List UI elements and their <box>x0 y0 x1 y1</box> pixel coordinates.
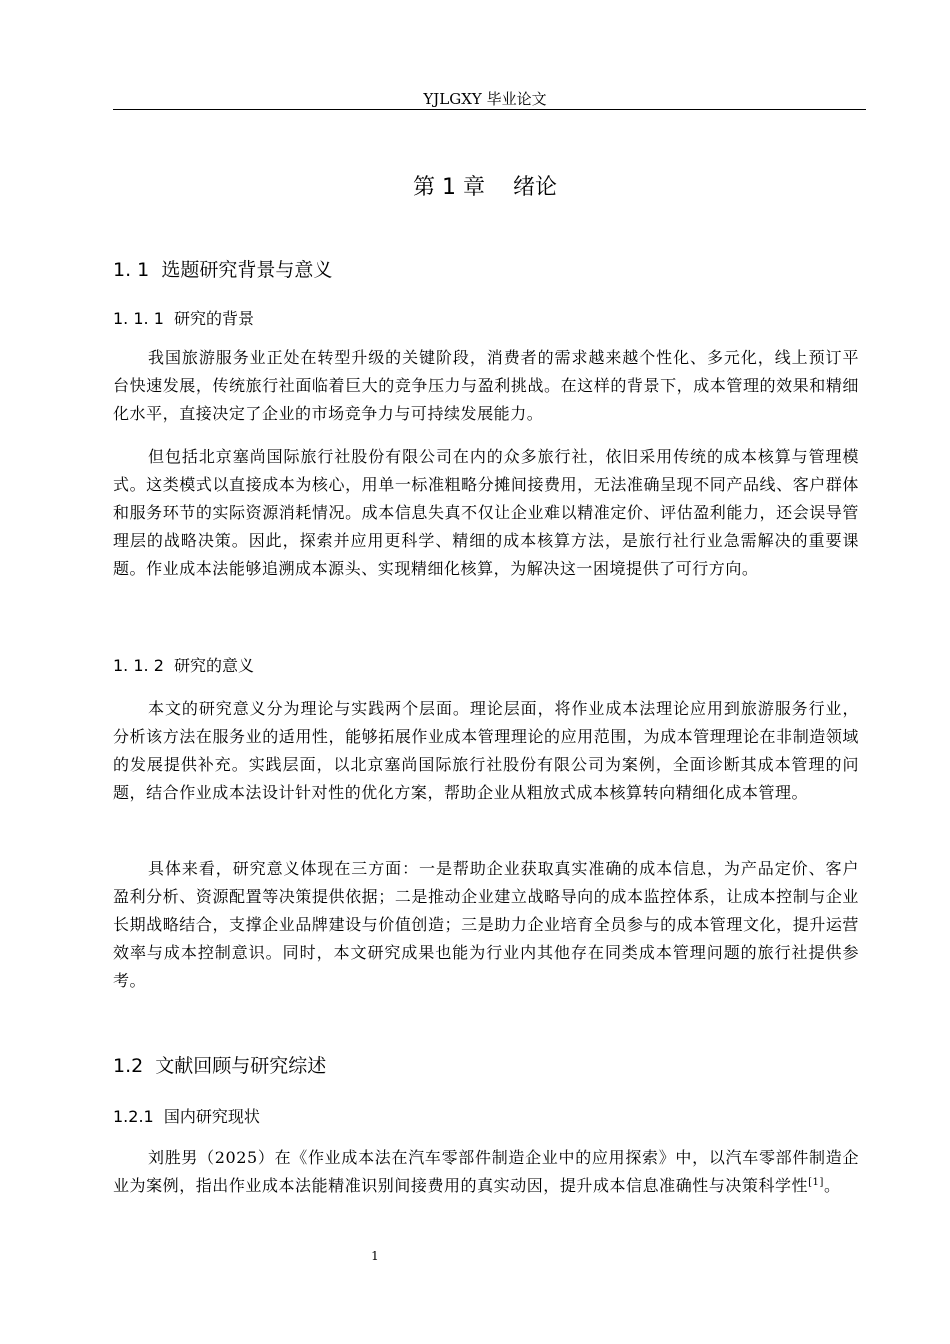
page-number: 1 <box>371 1249 379 1263</box>
section-heading-1-2: 1.2 文献回顾与研究综述 <box>113 1055 327 1077</box>
running-header: YJLGXY 毕业论文 <box>423 90 547 108</box>
paragraph-significance-2: 具体来看，研究意义体现在三方面：一是帮助企业获取真实准确的成本信息，为产品定价、客户盈利分析、资源配置等决策提供依据；二是推动企业建立战略导向的成本监控体系，让成本控制与企业长期战略结合，支撑企业品牌建设与价值创造；三是助力企业培育全员参与的成本管理文化，提升运营效率与成本控制意识。同时，本文研究成果也能为行业内其他存在同类成本管理问题的旅行社提供参考。 <box>113 859 859 990</box>
subsection-heading-1-1-1: 1. 1. 1 研究的背景 <box>113 309 255 328</box>
chapter-title: 第 1 章 绪论 <box>413 175 557 200</box>
subsection-heading-1-2-1: 1.2.1 国内研究现状 <box>113 1107 260 1126</box>
subsection-heading-1-1-2: 1. 1. 2 研究的意义 <box>113 656 255 675</box>
paragraph-background-1: 我国旅游服务业正处在转型升级的关键阶段，消费者的需求越来越个性化、多元化，线上预订平台快速发展，传统旅行社面临着巨大的竞争压力与盈利挑战。在这样的背景下，成本管理的效果和精细化水平，直接决定了企业的市场竞争力与可持续发展能力。 <box>113 348 859 423</box>
paragraph-significance-1: 本文的研究意义分为理论与实践两个层面。理论层面，将作业成本法理论应用到旅游服务行业，分析该方法在服务业的适用性，能够拓展作业成本管理理论的应用范围，为成本管理理论在非制造领域的发展提供补充。实践层面，以北京塞尚国际旅行社股份有限公司为案例，全面诊断其成本管理的问题，结合作业成本法设计针对性的优化方案，帮助企业从粗放式成本核算转向精细化成本管理。 <box>113 699 859 802</box>
paragraph-text: 刘胜男（2025）在《作业成本法在汽车零部件制造企业中的应用探索》中，以汽车零部件制造企业为案例，指出作业成本法能精准识别间接费用的真实动因，提升成本信息准确性与决策科学性 <box>113 1148 859 1195</box>
header-rule <box>113 109 866 110</box>
paragraph-end-punctuation: 。 <box>823 1176 841 1195</box>
paragraph-background-2: 但包括北京塞尚国际旅行社股份有限公司在内的众多旅行社，依旧采用传统的成本核算与管理模式。这类模式以直接成本为核心，用单一标准粗略分摊间接费用，无法准确呈现不同产品线、客户群体和服务环节的实际资源消耗情况。成本信息失真不仅让企业难以精准定价、评估盈利能力，还会误导管理层的战略决策。因此，探索并应用更科学、精细的成本核算方法，是旅行社行业急需解决的重要课题。作业成本法能够追溯成本源头、实现精细化核算，为解决这一困境提供了可行方向。 <box>113 447 859 578</box>
section-heading-1-1: 1. 1 选题研究背景与意义 <box>113 259 333 281</box>
citation-reference[interactable]: [1] <box>808 1177 824 1188</box>
paragraph-domestic-research-1 <box>113 1144 859 1200</box>
